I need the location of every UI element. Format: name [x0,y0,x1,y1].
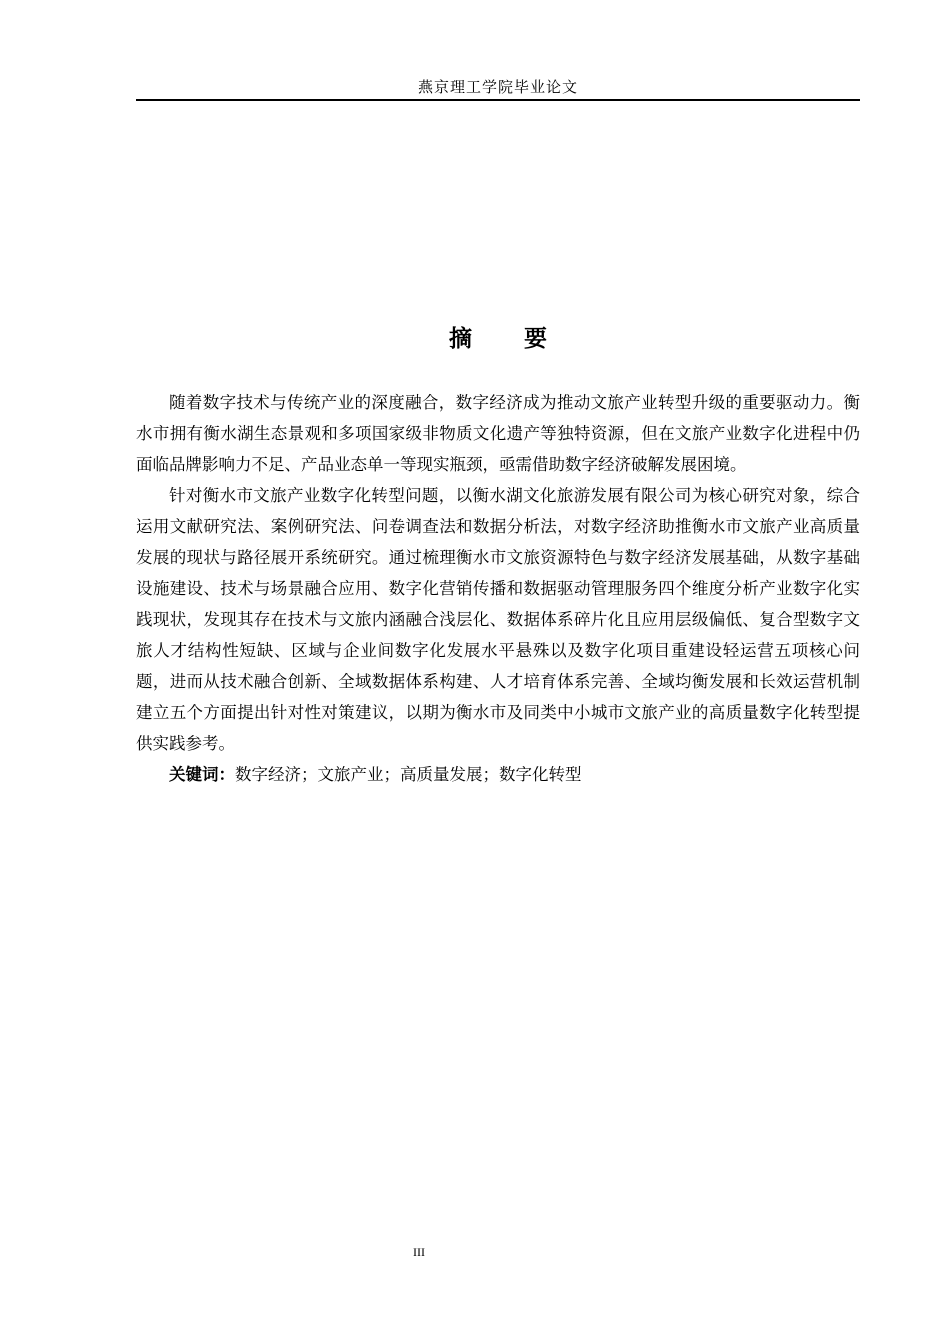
abstract-heading [136,320,860,353]
abstract-heading-char-2: 要 [524,326,547,352]
document-header: 燕京理工学院毕业论文 [417,78,578,96]
page-number: III [413,1245,425,1259]
abstract-paragraph-1: 随着数字技术与传统产业的深度融合，数字经济成为推动文旅产业转型升级的重要驱动力。衡水市拥有衡水湖生态景观和多项国家级非物质文化遗产等独特资源，但在文旅产业数字化进程中仍面临品牌影响力不足、产品业态单一等现实瓶颈，亟需借助数字经济破解发展困境。 [136,393,860,474]
header-divider [136,99,860,101]
abstract-paragraph-2: 针对衡水市文旅产业数字化转型问题，以衡水湖文化旅游发展有限公司为核心研究对象，综合运用文献研究法、案例研究法、问卷调查法和数据分析法，对数字经济助推衡水市文旅产业高质量发展的现状与路径展开系统研究。通过梳理衡水市文旅资源特色与数字经济发展基础，从数字基础设施建设、技术与场景融合应用、数字化营销传播和数据驱动管理服务四个维度分析产业数字化实践现状，发现其存在技术与文旅内涵融合浅层化、数据体系碎片化且应用层级偏低、复合型数字文旅人才结构性短缺、区域与企业间数字化发展水平悬殊以及数字化项目重建设轻运营五项核心问题，进而从技术融合创新、全域数据体系构建、人才培育体系完善、全域均衡发展和长效运营机制建立五个方面提出针对性对策建议，以期为衡水市及同类中小城市文旅产业的高质量数字化转型提供实践参考。 [136,486,860,753]
keywords-label: 关键词： [169,765,235,784]
abstract-body [136,387,860,790]
abstract-heading-char-1: 摘 [449,326,472,352]
keywords-text: 数字经济；文旅产业；高质量发展；数字化转型 [235,765,582,784]
keywords-line [136,759,860,790]
